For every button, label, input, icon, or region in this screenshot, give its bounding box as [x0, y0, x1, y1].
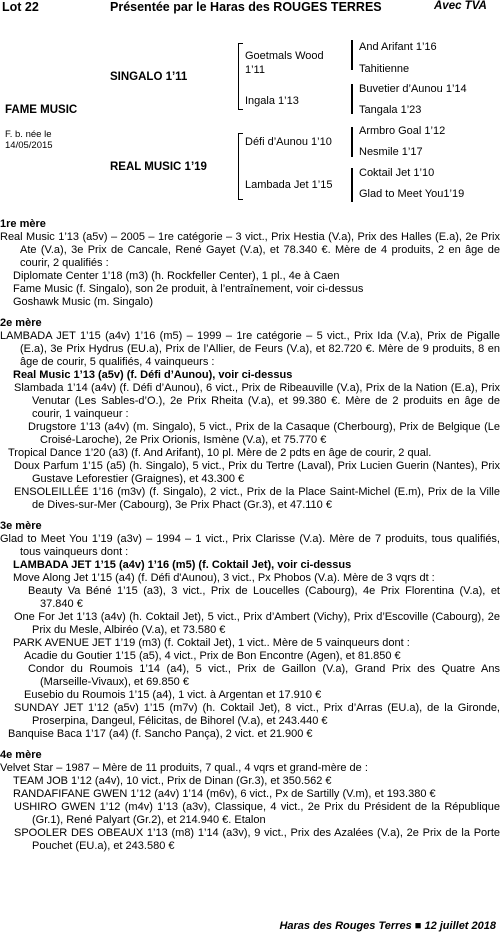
offspring-item: SUNDAY JET 1’12 (a5v) 1’15 (m7v) (h. Coktail Jet), 8 vict., Prix d’Arras (EU.a), de la Gironde, Proserpina, Dangeul, Félicitas, de Bihorel (V.a), et 243.440 €	[14, 702, 500, 727]
gg-bracket-3	[351, 127, 353, 157]
offspring-item: Goshawk Music (m. Singalo)	[13, 296, 153, 308]
offspring-subitem: Acadie du Goutier 1’15 (a5), 4 vict., Prix de Bon Encontre (Agen), et 81.850 €	[24, 650, 401, 662]
great-grandparent-8: Glad to Meet You1’19	[359, 188, 465, 200]
gg-bracket-4	[351, 168, 353, 202]
tva-note: Avec TVA	[434, 0, 487, 12]
offspring-item: RANDAFIFANE GWEN 1’12 (a4v) 1’14 (m6v), 6 vict., Px de Sartilly (V.m), et 193.380 €	[13, 788, 436, 800]
offspring-subitem: Drugstore 1’13 (a4v) (m. Singalo), 5 vict., Prix de la Casaque (Cherbourg), Prix de Belgique (Le Croisé-Laroche), 2e Prix Orionis, Ismène (V.a), et 75.770 €	[28, 421, 500, 446]
offspring-item: Doux Parfum 1’15 (a5) (h. Singalo), 5 vict., Prix du Tertre (Laval), Prix Lucien Guerin (Nantes), Prix Gustave Leforestier (Graignes), et 43.300 €	[14, 460, 500, 485]
grandparent-2: Ingala 1’13	[245, 95, 299, 107]
gg-bracket-2	[351, 84, 353, 114]
dam-2-paragraph: LAMBADA JET 1’15 (a4v) 1’16 (m5) – 1999 – 1re catégorie – 5 vict., Prix Ida (V.a), Prix de Pigalle (E.a), 3e Prix Hydrus (EU.a), Prix de l’Allier, de Feurs (V.a), et 82.720 €. Mère de 9 produits, 8 en âge de courir, 5 qualifiés, 4 vainqueurs :	[0, 330, 500, 368]
pedigree-chart	[0, 22, 500, 208]
presented-by: Présentée par le Haras des ROUGES TERRES	[110, 0, 382, 14]
great-grandparent-1: And Arifant 1’16	[359, 41, 437, 53]
section-title-4: 4e mère	[0, 749, 42, 761]
dam-1-paragraph: Real Music 1’13 (a5v) – 2005 – 1re catégorie – 3 vict., Prix Hestia (V.a), Prix des Halles (E.a), 2e Prix Ate (V.a), 3e Prix de Cancale, René Gayet (V.a), et 78.340 €. Mère de 4 produits, 2 en âge de courir, 2 qualifiés :	[0, 231, 500, 269]
page-footer: Haras des Rouges Terres ■ 12 juillet 2018	[279, 920, 496, 932]
offspring-item: Fame Music (f. Singalo), son 2e produit, à l’entraînement, voir ci-dessus	[13, 283, 364, 295]
great-grandparent-6: Nesmile 1’17	[359, 146, 423, 158]
great-grandparent-2: Tahitienne	[359, 63, 410, 75]
dam-bracket	[238, 133, 243, 200]
horse-info: F. b. née le 14/05/2015	[5, 129, 53, 151]
section-title-1: 1re mère	[0, 218, 46, 230]
great-grandparent-4: Tangala 1’23	[359, 104, 422, 116]
offspring-item: Banquise Baca 1’17 (a4) (f. Sancho Pança), 2 vict. et 21.900 €	[8, 728, 313, 740]
dam-3-paragraph: Glad to Meet You 1’19 (a3v) – 1994 – 1 vict., Prix Clarisse (V.a). Mère de 7 produits, tous qualifiés, tous vainqueurs dont :	[0, 533, 500, 558]
lot-number: Lot 22	[2, 0, 39, 14]
offspring-item: Diplomate Center 1’18 (m3) (h. Rockfeller Center), 1 pl., 4e à Caen	[13, 270, 340, 282]
section-title-2: 2e mère	[0, 317, 42, 329]
offspring-item: TEAM JOB 1’12 (a4v), 10 vict., Prix de Dinan (Gr.3), et 350.562 €	[13, 775, 332, 787]
horse-name: FAME MUSIC	[5, 104, 78, 116]
section-title-3: 3e mère	[0, 520, 42, 532]
sire-bracket	[238, 43, 243, 110]
grandparent-4: Lambada Jet 1’15	[245, 179, 333, 191]
offspring-item: PARK AVENUE JET 1’19 (m3) (f. Coktail Jet), 1 vict.. Mère de 5 vainqueurs dont :	[13, 637, 410, 649]
offspring-subitem: Condor du Roumois 1’14 (a4), 5 vict., Prix de Gaillon (V.a), Grand Prix des Quatre Ans (Marseille-Vivaux), et 69.850 €	[28, 663, 500, 688]
offspring-item: Real Music 1’13 (a5v) (f. Défi d’Aunou), voir ci-dessus	[13, 369, 293, 381]
pedigree-notes	[0, 218, 500, 853]
dam-name: REAL MUSIC 1’19	[110, 161, 207, 173]
offspring-item: SPOOLER DES OBEAUX 1’13 (m8) 1’14 (a3v), 9 vict., Prix des Azalées (V.a), 2e Prix de la Porte Pouchet (EU.a), et 243.580 €	[14, 827, 500, 852]
page-header	[0, 0, 500, 18]
offspring-item: Slambada 1’14 (a4v) (f. Défi d’Aunou), 6 vict., Prix de Ribeauville (V.a), Prix de la Nation (E.a), Prix Venutar (Les Sables-d’O.), 2e Prix Rheita (V.a), et 99.380 €. Mère de 2 produits en âge de courir, 1 vainqueur :	[14, 382, 500, 420]
great-grandparent-7: Coktail Jet 1’10	[359, 167, 435, 179]
dam-4-paragraph: Velvet Star – 1987 – Mère de 11 produits, 7 qual., 4 vqrs et grand-mère de :	[0, 762, 368, 774]
grandparent-3: Défi d’Aunou 1’10	[245, 136, 332, 148]
offspring-item: One For Jet 1’13 (a4v) (h. Coktail Jet), 5 vict., Prix d’Ambert (Vichy), Prix d’Escoville (Cabourg), 2e Prix du Mesle, Albiréo (V.a), et 73.580 €	[14, 611, 500, 636]
sire-name: SINGALO 1’11	[110, 71, 188, 83]
grandparent-1: Goetmals Wood 1’11	[245, 50, 324, 76]
offspring-item: Move Along Jet 1’15 (a4) (f. Défi d'Aunou), 3 vict., Px Phobos (V.a). Mère de 3 vqrs dt :	[13, 572, 435, 584]
great-grandparent-5: Armbro Goal 1’12	[359, 125, 446, 137]
gg-bracket-1	[351, 40, 353, 70]
offspring-subitem: Beauty Va Béné 1’15 (a3), 3 vict., Prix de Loucelles (Cabourg), 4e Prix Florentina (V.a), et 37.840 €	[28, 585, 500, 610]
offspring-item: Tropical Dance 1’20 (a3) (f. And Arifant), 10 pl. Mère de 2 pdts en âge de courir, 2 qual.	[8, 447, 432, 459]
offspring-item: LAMBADA JET 1’15 (a4v) 1’16 (m5) (f. Coktail Jet), voir ci-dessus	[13, 559, 352, 571]
great-grandparent-3: Buvetier d’Aunou 1’14	[359, 83, 467, 95]
offspring-item: USHIRO GWEN 1’12 (m4v) 1’13 (a3v), Classique, 4 vict., 2e Prix du Président de la République (Gr.1), René Palyart (Gr.2), et 214.940 €. Etalon	[14, 801, 500, 826]
offspring-item: ENSOLEILLÉE 1’16 (m3v) (f. Singalo), 2 vict., Prix de la Place Saint-Michel (E.m), Prix de la Ville de Dives-sur-Mer (Cabourg), 3e Prix Phact (Gr.3), et 47.110 €	[14, 486, 500, 511]
offspring-subitem: Eusebio du Roumois 1’15 (a4), 1 vict. à Argentan et 17.910 €	[24, 689, 322, 701]
